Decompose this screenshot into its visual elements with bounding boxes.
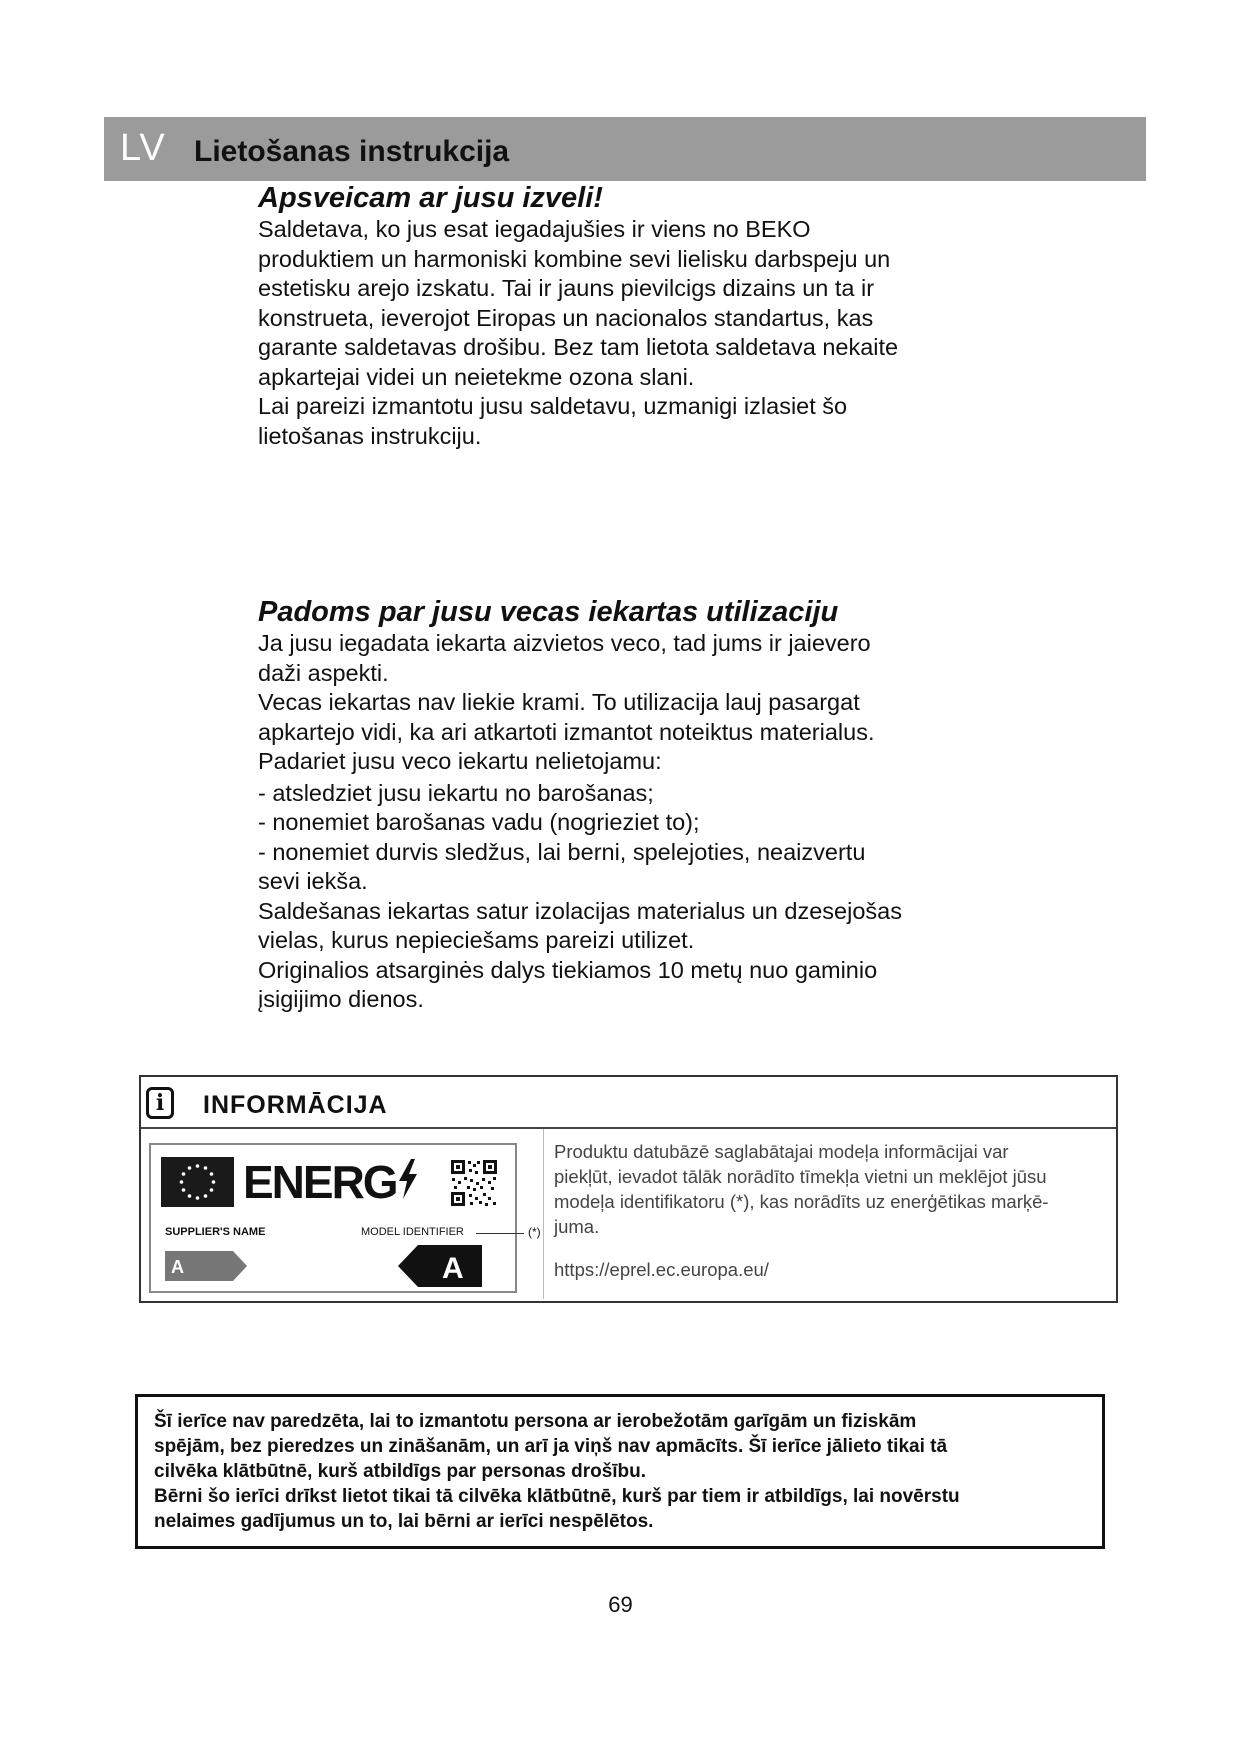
disposal-line: - atsledziet jusu iekartu no barošanas;: [258, 779, 654, 806]
info-icon: i: [146, 1087, 174, 1119]
welcome-section: [258, 181, 980, 451]
warning-line: Šī ierīce nav paredzēta, lai to izmantotu persona ar ierobežotām garīgām un fiziskām: [154, 1411, 917, 1432]
energy-label-word: ENERG: [243, 1155, 419, 1209]
information-text: [554, 1139, 1094, 1239]
disposal-line: Padariet jusu veco iekartu nelietojamu:: [258, 748, 662, 774]
svg-text:A: A: [171, 1257, 184, 1277]
welcome-line: Saldetava, ko jus esat iegadajušies ir viens no BEKO: [258, 216, 811, 242]
information-line: juma.: [554, 1216, 600, 1237]
disposal-line: - nonemiet durvis sledžus, lai berni, spelejoties, neaizvertu: [258, 838, 866, 865]
information-line: Produktu datubāzē saglabātajai modeļa informācijai var: [554, 1141, 1009, 1162]
energy-class-arrow-right: [398, 1245, 482, 1287]
disposal-line: Ja jusu iegadata iekarta aizvietos veco, tad jums ir jaievero: [258, 630, 871, 656]
disposal-heading: Padoms par jusu vecas iekartas utilizaciju: [258, 596, 839, 628]
disposal-line: įsigijimo dienos.: [258, 986, 424, 1012]
information-box: [139, 1075, 1118, 1303]
qr-code-icon: [450, 1159, 498, 1207]
welcome-line: lietošanas instrukciju.: [258, 422, 482, 449]
welcome-line: garante saldetavas drošibu. Bez tam lietota saldetava nekaite: [258, 334, 899, 360]
information-title: INFORMĀCIJA: [203, 1091, 388, 1119]
supplier-name-label: SUPPLIER'S NAME: [165, 1226, 266, 1238]
lightning-icon: [397, 1159, 419, 1199]
information-header: [141, 1077, 1116, 1129]
welcome-line: produktiem un harmoniski kombine sevi lielisku darbspeju un: [258, 245, 891, 272]
welcome-line: estetisku arejo izskatu. Tai ir jauns pievilcigs dizains un ta ir: [258, 275, 875, 301]
svg-text:A: A: [442, 1252, 464, 1285]
warning-line: spējām, bez pieredzes un zināšanām, un arī ja viņš nav apmācīts. Šī ierīce jālieto tikai tā: [154, 1436, 948, 1457]
model-identifier-label: MODEL IDENTIFIER: [361, 1226, 464, 1238]
header-bar: [104, 117, 1146, 181]
asterisk-note: (*): [528, 1225, 541, 1239]
disposal-line: - nonemiet barošanas vadu (nogrieziet to);: [258, 809, 700, 835]
eprel-link[interactable]: https://eprel.ec.europa.eu/: [554, 1259, 769, 1280]
disposal-line: apkartejo vidi, ka ari atkartoti izmantot noteiktus materialus.: [258, 718, 875, 745]
welcome-line: konstrueta, ieverojot Eiropas un nacionalos standartus, kas: [258, 304, 874, 331]
welcome-line: Lai pareizi izmantotu jusu saldetavu, uzmanigi izlasiet šo: [258, 393, 848, 419]
information-line: piekļūt, ievadot tālāk norādīto tīmekļa vietni un meklējot jūsu: [554, 1166, 1047, 1187]
energy-label-sample: [149, 1143, 541, 1293]
disposal-line: vielas, kurus nepieciešams pareizi utilizet.: [258, 927, 695, 953]
information-divider: [543, 1129, 544, 1299]
information-line: modeļa identifikatoru (*), kas norādīts uz enerģētikas marķē-: [554, 1191, 1049, 1212]
safety-warning-box: [135, 1394, 1105, 1549]
arrow-line: [476, 1233, 524, 1234]
eu-flag-icon: [161, 1157, 234, 1207]
disposal-line: daži aspekti.: [258, 659, 389, 686]
disposal-line: Vecas iekartas nav liekie krami. To utilizacija lauj pasargat: [258, 689, 860, 715]
energy-class-arrow-left: [165, 1251, 247, 1281]
welcome-heading: Apsveicam ar jusu izveli!: [258, 182, 603, 214]
disposal-section: [258, 595, 980, 1015]
warning-line: nelaimes gadījumus un to, lai bērni ar ierīci nespēlētos.: [154, 1511, 654, 1532]
disposal-line: sevi iekša.: [258, 868, 368, 894]
welcome-line: apkartejai videi un neietekme ozona slani.: [258, 363, 695, 390]
page-number: 69: [608, 1592, 633, 1617]
disposal-line: Originalios atsarginės dalys tiekiamos 10 metų nuo gaminio: [258, 956, 878, 983]
page-title: Lietošanas instrukcija: [194, 135, 510, 168]
language-code: LV: [120, 127, 166, 169]
warning-line: Bērni šo ierīci drīkst lietot tikai tā cilvēka klātbūtnē, kurš par tiem ir atbildīgs, lai novērstu: [154, 1486, 960, 1507]
warning-line: cilvēka klātbūtnē, kurš atbildīgs par personas drošību.: [154, 1461, 647, 1482]
disposal-line: Saldešanas iekartas satur izolacijas materialus un dzesejošas: [258, 897, 902, 924]
